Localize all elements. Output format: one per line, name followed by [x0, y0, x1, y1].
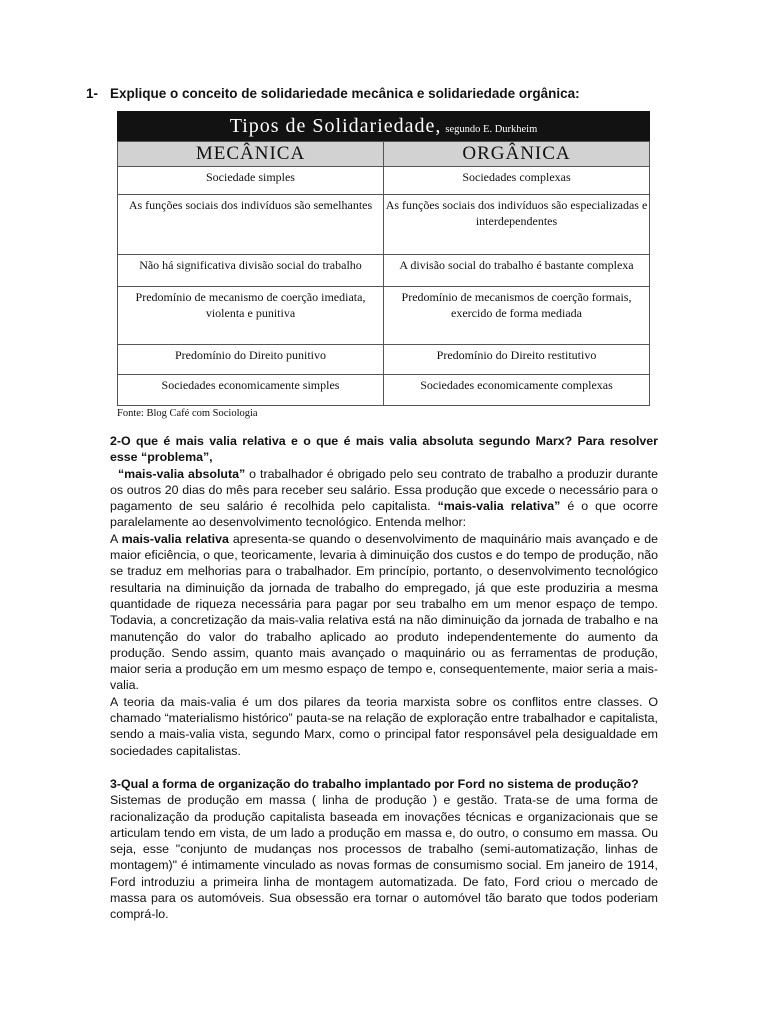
question-3-title: 3-Qual a forma de organização do trabalho implantado por Ford no sistema de produção?: [110, 777, 639, 791]
table-row: [118, 345, 650, 375]
term-mais-valia-relativa: mais-valia relativa: [121, 531, 229, 546]
term-mais-valia-absoluta: “mais-valia absoluta”: [117, 466, 246, 481]
term-mais-valia-relativa: “mais-valia relativa”: [437, 499, 561, 514]
table-cell: Não há significativa divisão social do trabalho: [118, 255, 384, 287]
question-2-paragraph-3: A teoria da mais-valia é um dos pilares da teoria marxista sobre os conflitos entre classes. O chamado “materialismo histórico” pauta-se na relação de exploração entre trabalhador e capitalista, sendo a mais-valia vista, segundo Marx, como o principal fator responsável pela desigualdade em sociedades capitalistas.: [110, 694, 658, 758]
table-cell: Sociedades complexas: [384, 167, 650, 195]
question-3-section: [110, 776, 658, 923]
table-cell: Sociedades economicamente simples: [118, 375, 384, 406]
table-row: [118, 195, 650, 255]
paragraph-text: o trabalhador é obrigado pelo seu contrato de trabalho a produzir durante os outros 20 dias do mês para receber seu salário. Essa produção que excede o necessário para o pagamento de seu salário é recolhida pelo capitalista.: [110, 466, 658, 514]
figure-source: Fonte: Blog Café com Sociologia: [117, 408, 258, 419]
table-cell: Predomínio do Direito restitutivo: [384, 345, 650, 375]
solidarity-table-figure: [117, 111, 650, 419]
paragraph-text: A: [110, 531, 122, 546]
question-2-title: 2-O que é mais valia relativa e o que é mais valia absoluta segundo Marx? Para resolver esse “problema”,: [110, 434, 658, 465]
question-2-section: [110, 433, 658, 759]
question-1-text: Explique o conceito de solidariedade mecânica e solidariedade orgânica:: [110, 86, 580, 101]
figure-title-bar: [117, 111, 650, 141]
solidarity-table: [117, 141, 650, 406]
table-cell: As funções sociais dos indivíduos são semelhantes: [118, 195, 384, 255]
question-1-heading: [86, 86, 580, 101]
paragraph-text: é o que ocorre paralelamente ao desenvolvimento tecnológico. Entenda melhor:: [110, 499, 658, 530]
table-cell: A divisão social do trabalho é bastante complexa: [384, 255, 650, 287]
table-row: [118, 167, 650, 195]
table-cell: Sociedades economicamente complexas: [384, 375, 650, 406]
table-cell: Predomínio do Direito punitivo: [118, 345, 384, 375]
question-1-number: 1-: [86, 86, 99, 101]
question-3-answer: Sistemas de produção em massa ( linha de produção ) e gestão. Trata-se de uma forma de racionalização da produção capitalista baseada em inovações técnicas e organizacionais que se articulam tendo em vista, de um lado a produção em massa e, do outro, o consumo em massa. Ou seja, esse "conjunto de mudanças nos processos de trabalho (semi-automatização, linhas de montagem)" é intimamente vinculado as novas formas de consumismo social. Em janeiro de 1914, Ford introduziu a primeira linha de montagem automatizada. De fato, Ford criou o mercado de massa para os automóveis. Sua obsessão era tornar o automóvel tão barato que todos poderiam comprá-lo.: [110, 793, 658, 922]
question-2-paragraph-2: [110, 531, 658, 694]
question-2-paragraph-1: [110, 466, 658, 531]
table-cell: Predomínio de mecanismo de coerção imediata, violenta e punitiva: [118, 287, 384, 345]
table-row: [118, 287, 650, 345]
header-organica: ORGÂNICA: [384, 142, 650, 167]
table-cell: As funções sociais dos indivíduos são especializadas e interdependentes: [384, 195, 650, 255]
table-row: [118, 255, 650, 287]
table-cell: Sociedade simples: [118, 167, 384, 195]
table-header-row: [118, 142, 650, 167]
table-cell: Predomínio de mecanismos de coerção formais, exercido de forma mediada: [384, 287, 650, 345]
header-mecanica: MECÂNICA: [118, 142, 384, 167]
figure-title-suffix: segundo E. Durkheim: [445, 124, 538, 135]
table-row: [118, 375, 650, 406]
paragraph-text: apresenta-se quando o desenvolvimento de maquinário mais avançado e de maior eficiência, o que, teoricamente, levaria à diminuição dos custos e do tempo de produção, não se traduz em melhorias para o trabalhador. Em princípio, portanto, o desenvolvimento tecnológico resultaria na diminuição da jornada de trabalho do empregado, já que este produziria a mesma quantidade de riqueza necessária para pagar por seu trabalho em um menor espaço de tempo. Todavia, a concretização da mais-valia relativa está na não diminuição da jornada de trabalho e na manutenção do valor do trabalho aplicado ao produto independentemente do aumento da produção. Sendo assim, quanto mais avançado o maquinário ou as ferramentas de produção, maior seria a produção em um mesmo espaço de tempo e, consequentemente, maior seria a mais-valia.: [110, 531, 658, 693]
figure-title: Tipos de Solidariedade,: [229, 115, 442, 137]
